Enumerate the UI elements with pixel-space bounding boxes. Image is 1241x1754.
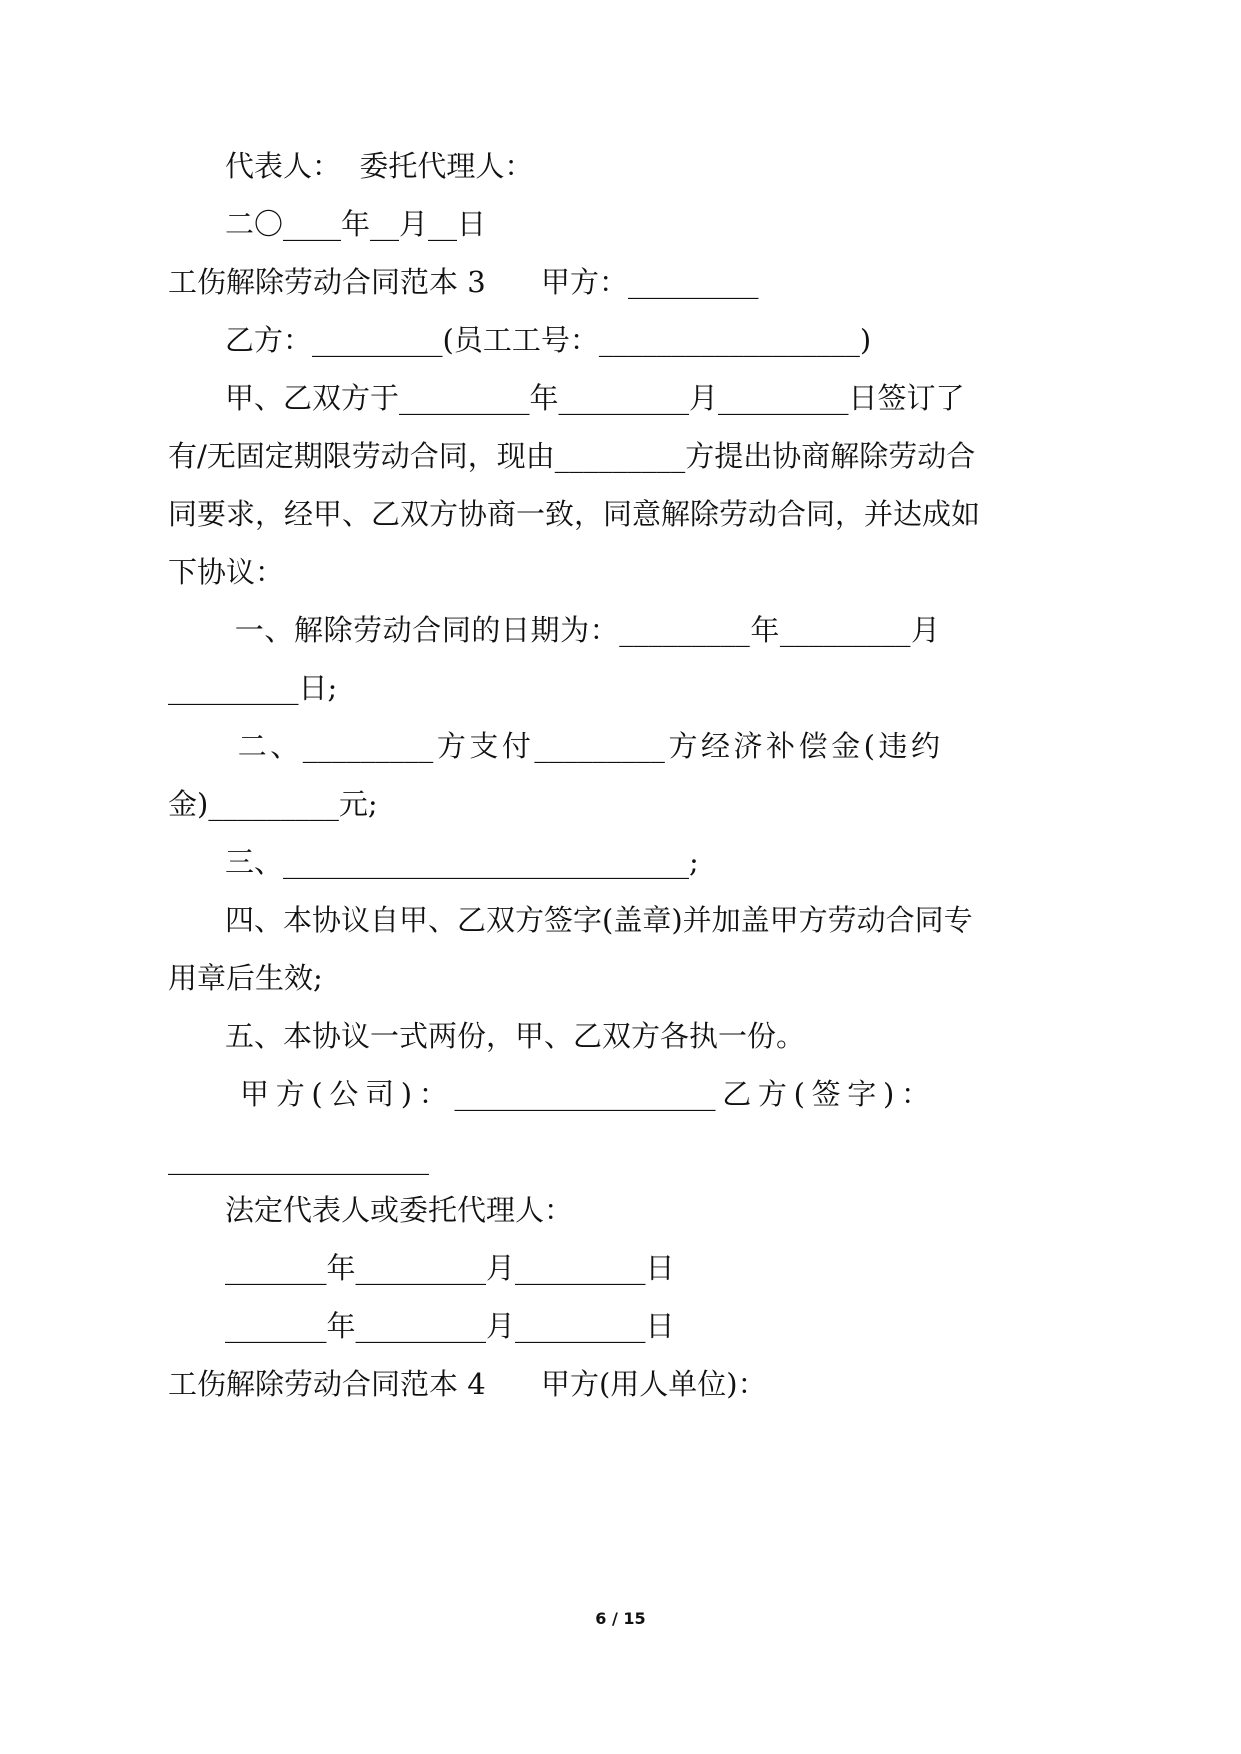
signature-blank-party-b: __________________ bbox=[168, 1141, 429, 1175]
text-line-paragraph-2: 有/无固定期限劳动合同，现由_________方提出协商解除劳动合 bbox=[168, 439, 976, 473]
text-line-date-blank: 二〇____年__月__日 bbox=[225, 207, 487, 241]
text-line-party-b: 乙方：_________(员工工号：__________________) bbox=[225, 323, 872, 357]
text-line-paragraph-3: 同要求，经甲、乙双方协商一致，同意解除劳动合同，并达成如 bbox=[168, 497, 981, 531]
text-line-legal-representative: 法定代表人或委托代理人： bbox=[225, 1193, 574, 1227]
signature-line-parties: 甲方(公司)：__________________乙方(签字)： bbox=[240, 1077, 930, 1111]
clause-two-line-2: 金)_________元; bbox=[168, 787, 378, 821]
clause-one-line-1: 一、解除劳动合同的日期为：_________年_________月 bbox=[225, 613, 940, 647]
date-line-2: _______年_________月_________日 bbox=[225, 1309, 675, 1343]
section-heading-sample-3: 工伤解除劳动合同范本 3 甲方：_________ bbox=[168, 265, 759, 299]
clause-three: 三、____________________________; bbox=[225, 845, 699, 879]
text-line-paragraph-1: 甲、乙双方于_________年_________月_________日签订了 bbox=[225, 381, 965, 415]
section-heading-sample-4: 工伤解除劳动合同范本 4 甲方(用人单位)： bbox=[168, 1367, 767, 1401]
text-line-paragraph-4: 下协议： bbox=[168, 555, 285, 589]
page-number: 6 / 15 bbox=[595, 1609, 646, 1628]
clause-four-line-2: 用章后生效; bbox=[168, 961, 323, 995]
clause-two-line-1: 二、_________方支付_________方经济补偿金(违约 bbox=[225, 729, 940, 763]
clause-five: 五、本协议一式两份，甲、乙双方各执一份。 bbox=[225, 1019, 806, 1053]
clause-four-line-1: 四、本协议自甲、乙双方签字(盖章)并加盖甲方劳动合同专 bbox=[225, 903, 973, 937]
date-line-1: _______年_________月_________日 bbox=[225, 1251, 675, 1285]
clause-one-line-2: _________日; bbox=[168, 671, 338, 705]
text-line-representative: 代表人： 委托代理人： bbox=[225, 149, 534, 183]
